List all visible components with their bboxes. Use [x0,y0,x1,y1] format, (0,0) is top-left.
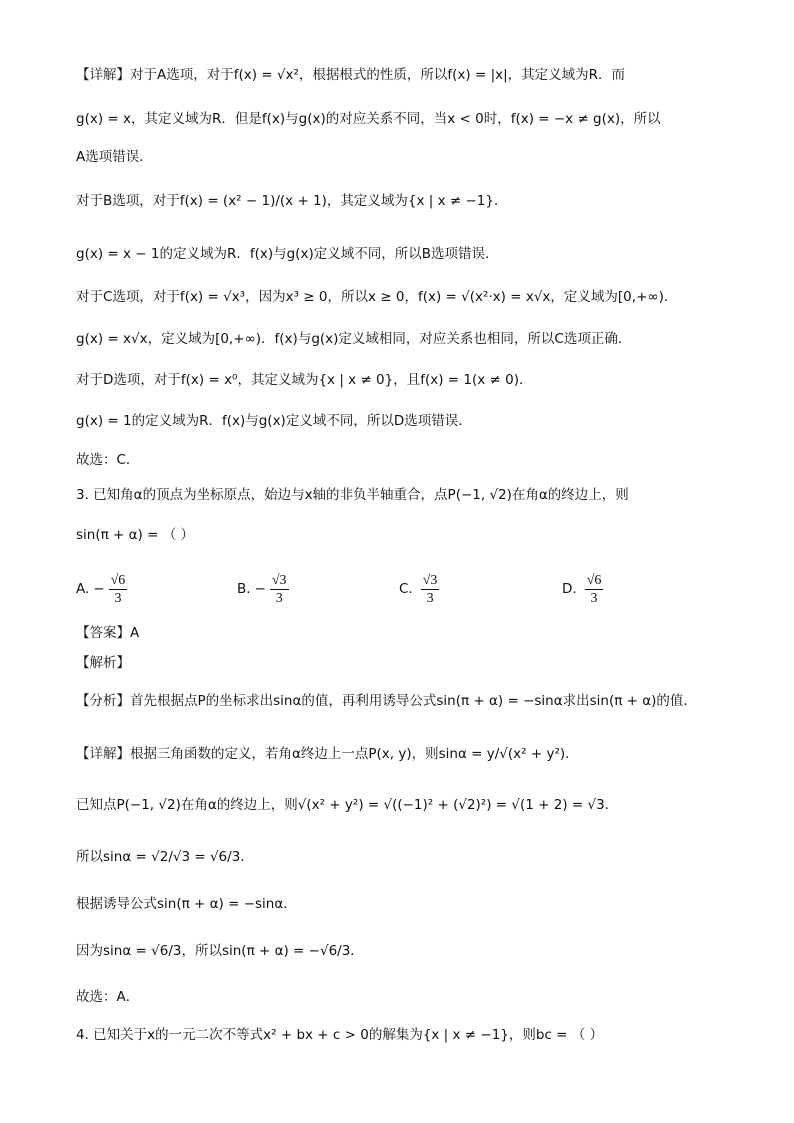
option-b-denominator: 3 [275,590,283,606]
detail-3-line-2: 已知点P(−1, √2)在角α的终边上，则√(x² + y²) = √((−1)² + (√2)²) = √(1 + 2) = √3． [76,797,619,813]
option-b-sign: − [254,581,266,597]
option-d [562,566,603,612]
analysis-heading: 【解析】 [76,655,130,671]
option-a [76,566,127,612]
option-c-label: C. [399,581,413,597]
detail-3-line-4: 根据诱导公式sin(π + α) = −sinα． [76,896,297,912]
detail-3-line-3: 所以sinα = √2/√3 = √6/3． [76,849,254,865]
question-3-line-1: 3. 已知角α的顶点为坐标原点，始边与x轴的非负半轴重合，点P(−1, √2)在角α的终边上，则 [76,487,629,503]
option-b [237,566,289,612]
detail-3-line-1: 【详解】根据三角函数的定义，若角α终边上一点P(x, y)，则sinα = y/√(x² + y²)． [76,746,579,762]
option-c-numerator: √3 [422,572,438,588]
option-d-numerator: √6 [586,572,602,588]
detail-3-line-5: 因为sinα = √6/3，所以sin(π + α) = −√6/3． [76,943,364,959]
option-c [399,566,439,612]
option-c-denominator: 3 [426,590,434,606]
detail-a-line-3: A选项错误． [76,149,153,165]
option-a-label: A. [76,581,90,597]
question-3-options [76,566,696,612]
detail-a-line-1: 【详解】对于A选项，对于f(x) = √x²，根据根式的性质，所以f(x) = |x|，其定义域为R．而 [76,67,626,83]
detail-c-line-1: 对于C选项，对于f(x) = √x³，因为x³ ≥ 0，所以x ≥ 0，f(x) = √(x²·x) = x√x，定义域为[0,+∞)． [76,289,678,305]
option-b-numerator: √3 [271,572,287,588]
detail-a-line-2: g(x) = x，其定义域为R．但是f(x)与g(x)的对应关系不同，当x < 0时，f(x) = −x ≠ g(x)，所以 [76,111,661,127]
detail-d-line-1: 对于D选项，对于f(x) = x⁰，其定义域为{x | x ≠ 0}，且f(x) = 1(x ≠ 0)． [76,372,533,388]
option-a-denominator: 3 [114,590,122,606]
option-d-fraction [585,572,604,607]
answer-choice-3: 故选：A． [76,989,140,1005]
option-a-fraction [109,572,128,607]
option-d-label: D. [562,581,577,597]
detail-b-line-1: 对于B选项，对于f(x) = (x² − 1)/(x + 1)，其定义域为{x | x ≠ −1}． [76,193,508,209]
option-b-fraction [270,572,289,607]
question-4-line: 4. 已知关于x的一元二次不等式x² + bx + c > 0的解集为{x | x ≠ −1}，则bc = （ ） [76,1027,604,1043]
answer-heading: 【答案】A [76,625,140,641]
detail-b-line-2: g(x) = x − 1的定义域为R．f(x)与g(x)定义域不同，所以B选项错误． [76,246,499,262]
answer-choice-line: 故选：C． [76,452,140,468]
option-b-label: B. [237,581,251,597]
option-d-denominator: 3 [590,590,598,606]
option-c-fraction [421,572,440,607]
option-a-sign: − [93,581,105,597]
question-3-line-2: sin(π + α) = （ ） [76,527,194,543]
analysis-line: 【分析】首先根据点P的坐标求出sinα的值，再利用诱导公式sin(π + α) = −sinα求出sin(π + α)的值． [76,693,697,709]
detail-d-line-2: g(x) = 1的定义域为R．f(x)与g(x)定义域不同，所以D选项错误． [76,413,472,429]
detail-c-line-2: g(x) = x√x，定义域为[0,+∞)．f(x)与g(x)定义域相同，对应关系也相同，所以C选项正确． [76,331,632,347]
option-a-numerator: √6 [110,572,126,588]
